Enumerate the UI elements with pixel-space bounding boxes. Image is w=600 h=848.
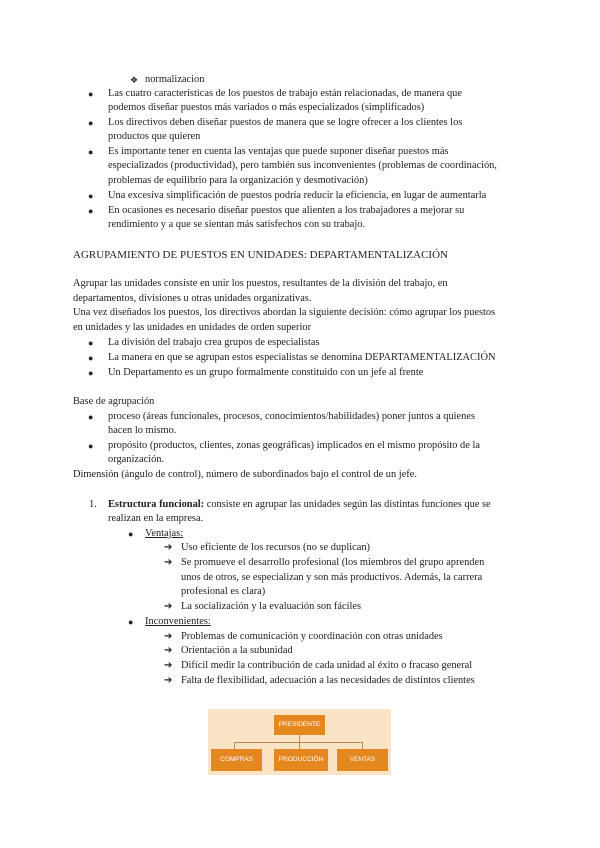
round-bullet-icon: ● [88,89,94,99]
inconveniente-4: Falta de flexibilidad, adecuación a las necesidades de distintos clientes [181,675,475,686]
round-bullet-icon: ● [128,529,134,539]
intro-bullet-3-line-1: Es importante tener en cuenta las ventajas que puede suponer diseñar puestos más [108,146,449,157]
structure-desc-line-2: realizan en la empresa. [108,513,204,524]
intro-bullet-1-line-2: podemos diseñar puestos más variados o más especializados (simplificados) [108,102,425,113]
round-bullet-icon: ● [88,191,94,201]
intro-bullet-5-line-1: En ocasiones es necesario diseñar puestos que alienten a los trabajadores a mejorar su [108,205,465,216]
section-paragraph-line-3: Una vez diseñados los puestos, los directivos abordan la siguiente decisión: cómo agrupar los puestos [73,307,496,318]
connector-left [234,742,235,749]
connector-horizontal [234,742,363,743]
arrow-bullet-icon: ➔ [164,542,173,553]
arrow-bullet-icon: ➔ [164,631,173,642]
base-bullet-2-line-2: organización. [108,454,165,465]
ventaja-2-line-2: unos de otros, se especializan y son más productivos. Además, la carrera [181,572,483,583]
ventajas-label: Ventajas: [145,528,184,539]
base-bullet-1-line-1: proceso (áreas funcionales, procesos, conocimientos/habilidades) poner juntos a quienes [108,411,476,422]
section-paragraph-line-2: departamentos, divisiones u otras unidades organizativas. [73,293,312,304]
round-bullet-icon: ● [88,118,94,128]
round-bullet-icon: ● [88,353,94,363]
ventaja-3: La socialización y la evaluación son fáciles [181,601,362,612]
list-number: 1. [89,499,97,510]
intro-bullet-5-line-2: rendimiento y a que se sientan más satisfechos con su trabajo. [108,219,366,230]
org-box-compras: COMPRAS [211,749,262,771]
intro-bullet-3-line-2: especializados (productividad), pero también sus inconvenientes (problemas de coordinación, [108,160,497,171]
ventaja-1: Uso eficiente de los recursos (no se duplican) [181,542,370,553]
inconvenientes-label: Inconvenientes: [145,616,211,627]
intro-bullet-3-line-3: problemas de equilibrio para la organización y desmotivación) [108,175,368,186]
intro-bullet-2-line-1: Los directivos deben diseñar puestos de manera que se logre ofrecer a los clientes los [108,117,463,128]
section-paragraph-line-4: en unidades y las unidades en unidades de orden superior [73,322,312,333]
arrow-bullet-icon: ➔ [164,645,173,656]
round-bullet-icon: ● [128,617,134,627]
section-paragraph-line-1: Agrupar las unidades consiste en unir los puestos, resultantes de la división del trabajo, en [73,278,448,289]
intro-bullet-2-line-2: productos que quieren [108,131,201,142]
inconveniente-1: Problemas de comunicación y coordinación con otras unidades [181,631,443,642]
diamond-bullet-icon: ❖ [130,75,139,85]
section-bullet-1: La división del trabajo crea grupos de especialistas [108,337,320,348]
round-bullet-icon: ● [88,338,94,348]
inconveniente-2: Orientación a la subunidad [181,645,293,656]
section-bullet-3: Un Departamento es un grupo formalmente constituido con un jefe al frente [108,367,424,378]
round-bullet-icon: ● [88,441,94,451]
round-bullet-icon: ● [88,147,94,157]
dimension-text: Dimensión (ángulo de control), número de subordinados bajo el control de un jefe. [73,469,417,480]
structure-title-line [108,498,491,513]
intro-bullet-1-line-1: Las cuatro características de los puestos de trabajo están relacionadas, de manera que [108,88,462,99]
connector-right [362,742,363,749]
section-bullet-2: La manera en que se agrupan estos especialistas se denomina DEPARTAMENTALIZACIÓN [108,352,496,363]
inconveniente-3: Difícil medir la contribución de cada unidad al éxito o fracaso general [181,660,473,671]
org-box-produccion: PRODUCCIÓN [274,749,328,771]
org-box-president: PRESIDENTE [274,715,325,735]
org-chart [208,709,391,775]
arrow-bullet-icon: ➔ [164,557,173,568]
base-bullet-1-line-2: hacen lo mismo. [108,425,177,436]
arrow-bullet-icon: ➔ [164,601,173,612]
base-bullet-2-line-1: propósito (productos, clientes, zonas geográficas) implicados en el mismo propósito de la [108,440,480,451]
ventaja-2-line-3: profesional es clara) [181,586,266,597]
structure-title: Estructura funcional: [108,499,205,510]
arrow-bullet-icon: ➔ [164,675,173,686]
round-bullet-icon: ● [88,206,94,216]
org-box-ventas: VENTAS [337,749,388,771]
intro-bullet-4-line-1: Una excesiva simplificación de puestos podría reducir la eficiencia, en lugar de aumentarla [108,190,487,201]
arrow-bullet-icon: ➔ [164,660,173,671]
structure-desc: consiste en agrupar las unidades según las distintas funciones que se [204,499,491,510]
sub-item-text: normalizacion [145,74,205,85]
ventaja-2-line-1: Se promueve el desarrollo profesional (los miembros del grupo aprenden [181,557,485,568]
round-bullet-icon: ● [88,368,94,378]
round-bullet-icon: ● [88,412,94,422]
base-title: Base de agrupación [73,396,155,407]
section-heading: AGRUPAMIENTO DE PUESTOS EN UNIDADES: DEPARTAMENTALIZACIÓN [73,249,448,261]
